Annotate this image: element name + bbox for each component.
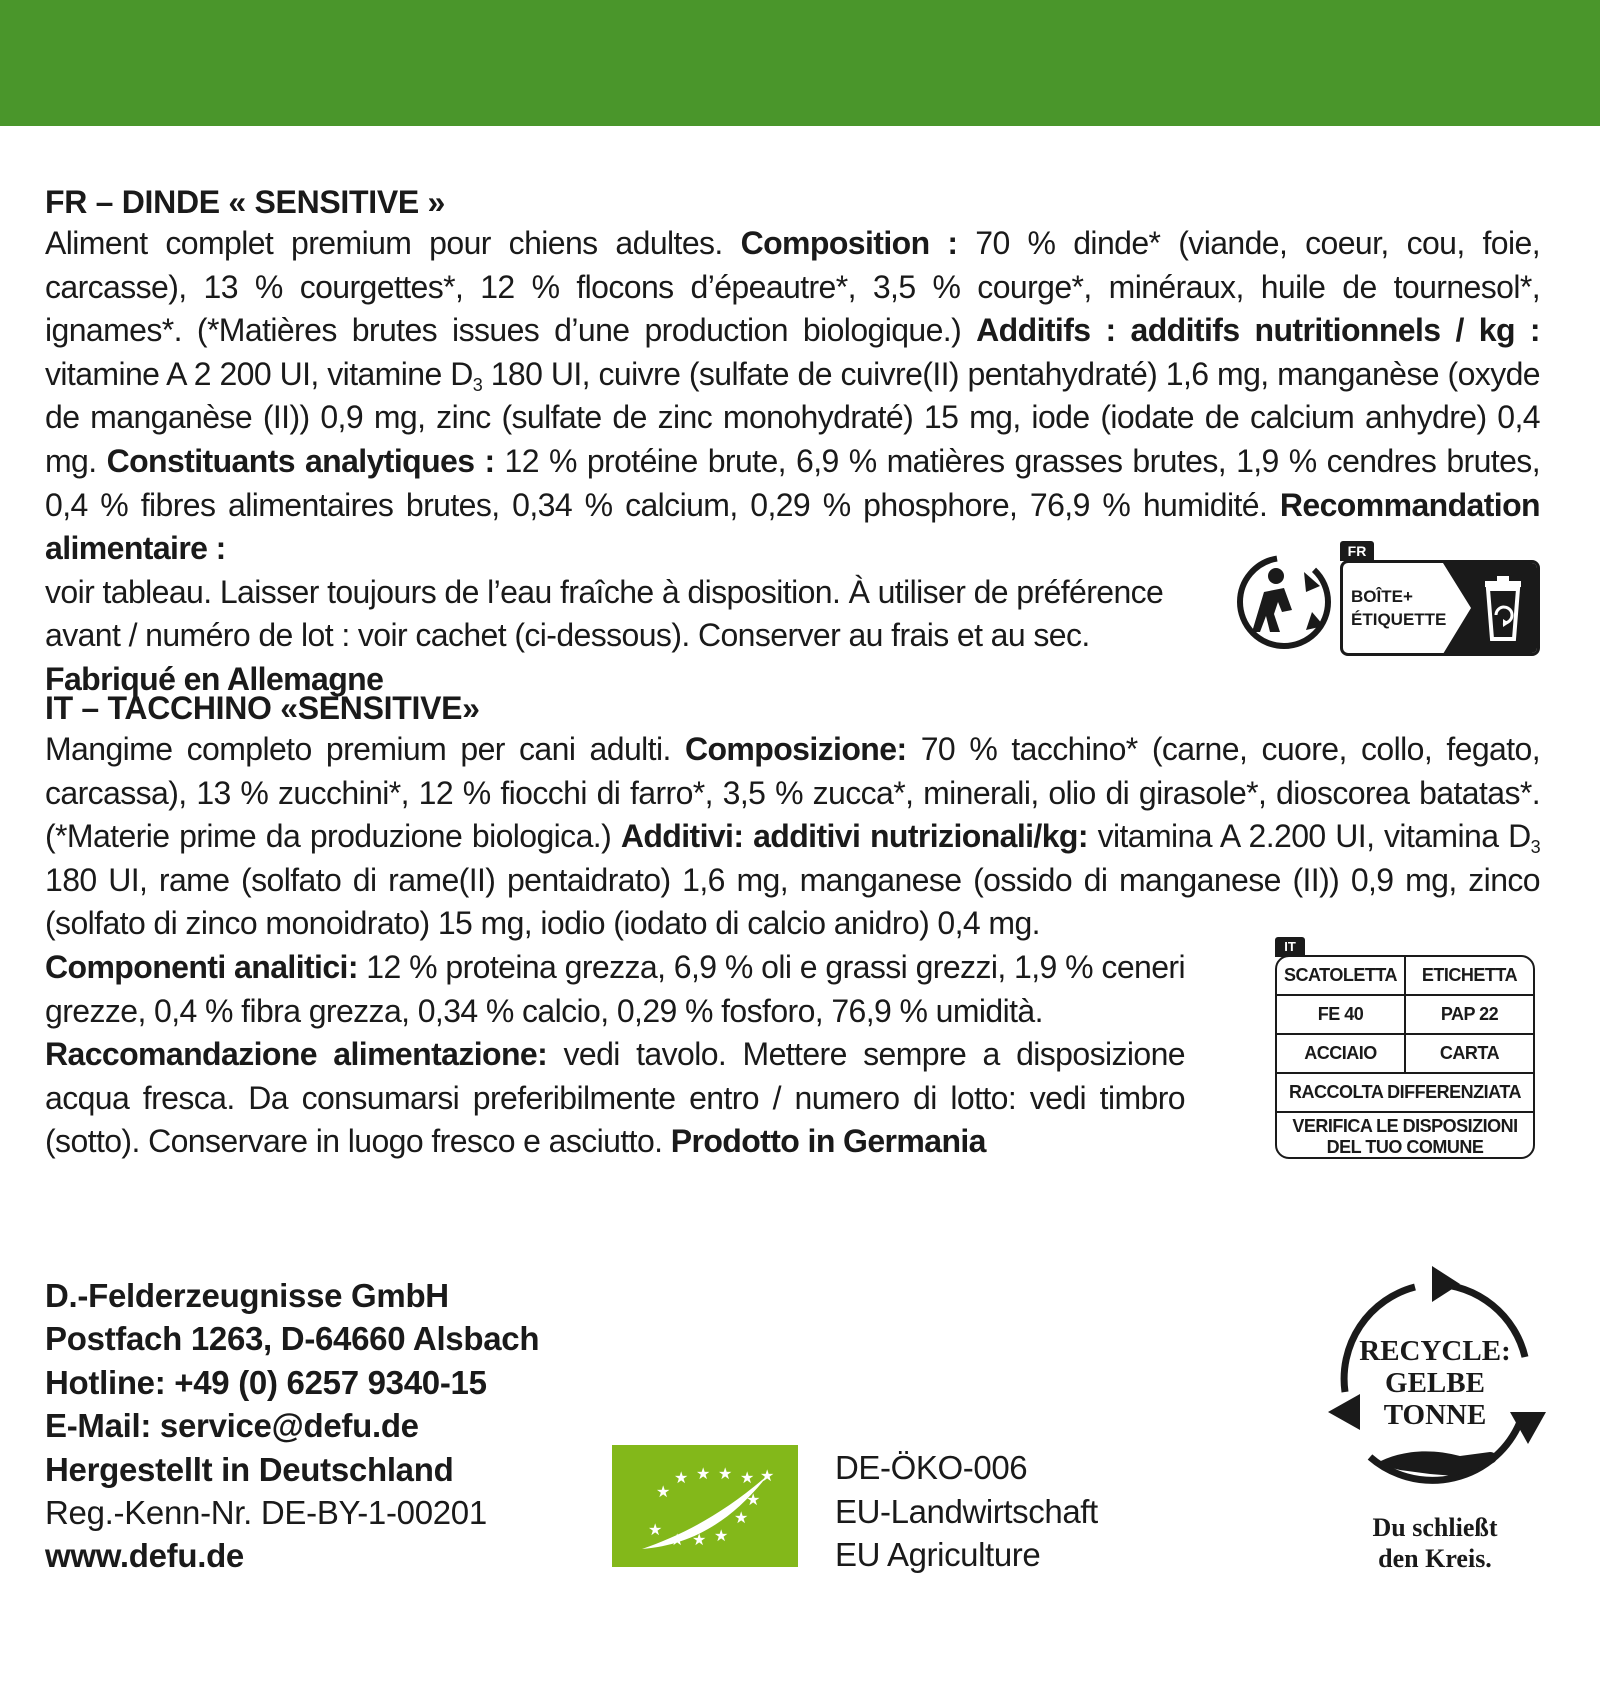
- fr-analytical-label: Constituants analytiques :: [106, 442, 505, 479]
- svg-text:★: ★: [718, 1464, 733, 1483]
- slogan-line2: den Kreis.: [1378, 1544, 1492, 1573]
- table-line: VERIFICA LE DISPOSIZIONI: [1292, 1116, 1518, 1136]
- fr-badge-line2: ÉTIQUETTE: [1351, 610, 1447, 629]
- fr-text-narrow: [45, 571, 1175, 702]
- it-intro: Mangime completo premium per cani adulti.: [45, 731, 685, 767]
- table-cell: PAP 22: [1404, 996, 1533, 1033]
- recycle-line2: GELBE: [1385, 1367, 1485, 1399]
- it-additives-b: 180 UI, rame (solfato di rame(II) pentaidrato) 1,6 mg, manganese (ossido di manganese (II)) 0,9 mg, zinco (solfato di zinco monoidrato) 15 mg, iodio (iodato di calcio anidro) 0,4 mg.: [45, 861, 1540, 942]
- company-address: Postfach 1263, D-64660 Alsbach: [45, 1320, 540, 1358]
- organic-line3: EU Agriculture: [835, 1536, 1041, 1573]
- organic-code: DE-ÖKO-006: [835, 1449, 1028, 1486]
- recycle-line1: RECYCLE:: [1359, 1335, 1511, 1367]
- organic-info: [835, 1446, 1098, 1577]
- svg-text:★: ★: [760, 1466, 775, 1485]
- fr-additives-sub: 3: [472, 374, 483, 395]
- eu-organic-leaf-icon: [612, 1445, 798, 1567]
- table-row: [1277, 1113, 1533, 1158]
- fr-heading: FR – DINDE « SENSITIVE »: [45, 184, 446, 220]
- recycle-line3: TONNE: [1383, 1399, 1487, 1431]
- it-composition: 70 % tacchino* (carne, cuore, collo, fegato, carcassa), 13 % zucchini*, 12 % fiocchi di farro*, 3,5 % zucca*, minerali, olio di girasole*, dioscorea batatas*. (*Materie prime da produzione biologica.): [45, 731, 1540, 855]
- table-cell: CARTA: [1404, 1035, 1533, 1072]
- organic-line2: EU-Landwirtschaft: [835, 1492, 1098, 1530]
- table-cell: SCATOLETTA: [1284, 965, 1397, 985]
- it-text-narrow: [45, 946, 1185, 1164]
- svg-text:★: ★: [740, 1468, 755, 1487]
- svg-text:★: ★: [648, 1520, 663, 1539]
- company-reg: Reg.-Kenn-Nr. DE-BY-1-00201: [45, 1494, 487, 1532]
- fr-badge-line1: BOÎTE+: [1351, 587, 1413, 606]
- svg-text:★: ★: [734, 1508, 749, 1527]
- it-additives-label: Additivi: additivi nutrizionali/kg:: [620, 818, 1098, 855]
- it-composition-label: Composizione:: [684, 731, 921, 767]
- it-table-tag: IT: [1275, 937, 1305, 957]
- table-cell: ETICHETTA: [1404, 957, 1533, 994]
- svg-text:★: ★: [714, 1526, 729, 1545]
- company-made-in: Hergestellt in Deutschland: [45, 1450, 454, 1488]
- slogan-line1: Du schließt: [1372, 1513, 1498, 1542]
- recycle-slogan: [1320, 1512, 1550, 1574]
- fr-additives-label: Additifs : additifs nutritionnels / kg :: [976, 312, 1540, 349]
- it-heading: IT – TACCHINO «SENSITIVE»: [45, 690, 480, 726]
- it-additives-a: vitamina A 2.200 UI, vitamina D: [1097, 818, 1531, 855]
- table-line: DEL TUO COMUNE: [1326, 1137, 1484, 1157]
- svg-text:★: ★: [656, 1482, 671, 1501]
- svg-text:★: ★: [746, 1490, 761, 1509]
- company-info: [45, 1274, 539, 1578]
- fr-composition-label: Composition :: [740, 225, 976, 261]
- table-row: [1277, 1035, 1533, 1074]
- svg-text:★: ★: [674, 1468, 689, 1487]
- fr-feeding-label: Recommandation alimentaire :: [45, 486, 1540, 567]
- it-text-wide: [45, 728, 1540, 946]
- it-feeding-label: Raccomandazione alimentazione:: [45, 1036, 564, 1073]
- recycle-bin-icon: [1443, 563, 1540, 654]
- fr-badge-text: [1351, 585, 1446, 631]
- top-color-bar: [0, 0, 1600, 126]
- fr-made-in: Fabriqué en Allemagne: [45, 660, 384, 697]
- table-cell: ACCIAIO: [1304, 1043, 1377, 1063]
- it-feeding: vedi tavolo. Mettere sempre a disposizione acqua fresca. Da consumarsi preferibilmente entro / numero di lotto: vedi timbro (sotto). Conservare in luogo fresco e asciutto.: [45, 1036, 1185, 1160]
- fr-text-wide: [45, 222, 1540, 571]
- svg-text:★: ★: [696, 1464, 711, 1483]
- company-email: E-Mail: service@defu.de: [45, 1407, 419, 1445]
- fr-intro: Aliment complet premium pour chiens adultes.: [45, 225, 741, 261]
- table-row: [1277, 1074, 1533, 1113]
- fr-additives-b: 180 UI, cuivre (sulfate de cuivre(II) pentahydraté) 1,6 mg, manganèse (oxyde de manganèse (II)) 0,9 mg, zinc (sulfate de zinc monohydraté) 15 mg, iode (iodate de calcium anhydre) 0,4 mg.: [45, 355, 1540, 479]
- fr-badge-tag: FR: [1340, 541, 1374, 561]
- company-hotline: Hotline: +49 (0) 6257 9340-15: [45, 1363, 487, 1401]
- table-cell: [1277, 1113, 1533, 1158]
- it-made-in: Prodotto in Germania: [670, 1123, 986, 1160]
- fr-analytical: 12 % protéine brute, 6,9 % matières grasses brutes, 1,9 % cendres brutes, 0,4 % fibres alimentaires brutes, 0,34 % calcium, 0,29 % phosphore, 76,9 % humidité.: [45, 442, 1540, 523]
- company-web: www.defu.de: [45, 1537, 244, 1575]
- fr-additives-a: vitamine A 2 200 UI, vitamine D: [45, 355, 473, 392]
- fr-composition: 70 % dinde* (viande, coeur, cou, foie, carcasse), 13 % courgettes*, 12 % flocons d’épeautre*, 3,5 % courge*, minéraux, huile de tournesol*, ignames*. (*Matières brutes issues d’une production biologique.): [45, 225, 1540, 349]
- table-row: [1277, 957, 1533, 996]
- recycle-text: [1320, 1335, 1550, 1431]
- table-row: [1277, 996, 1533, 1035]
- fr-feeding: voir tableau. Laisser toujours de l’eau fraîche à disposition. À utiliser de préférence avant / numéro de lot : voir cachet (ci-dessous). Conserver au frais et au sec.: [45, 573, 1164, 654]
- it-recycling-table: [1275, 955, 1535, 1159]
- company-name: D.-Felderzeugnisse GmbH: [45, 1277, 449, 1314]
- table-cell: FE 40: [1317, 1004, 1364, 1024]
- it-additives-sub: 3: [1530, 837, 1540, 858]
- fr-recycling-badge: [1340, 560, 1540, 656]
- it-analytical-label: Componenti analitici:: [45, 948, 367, 985]
- svg-text:★: ★: [692, 1530, 707, 1549]
- table-cell: RACCOLTA DIFFERENZIATA: [1289, 1082, 1521, 1102]
- it-analytical: 12 % proteina grezza, 6,9 % oli e grassi grezzi, 1,9 % ceneri grezze, 0,4 % fibra grezza, 0,34 % calcio, 0,29 % fosforo, 76,9 % umidità.: [45, 948, 1185, 1029]
- triman-icon: [1234, 552, 1334, 652]
